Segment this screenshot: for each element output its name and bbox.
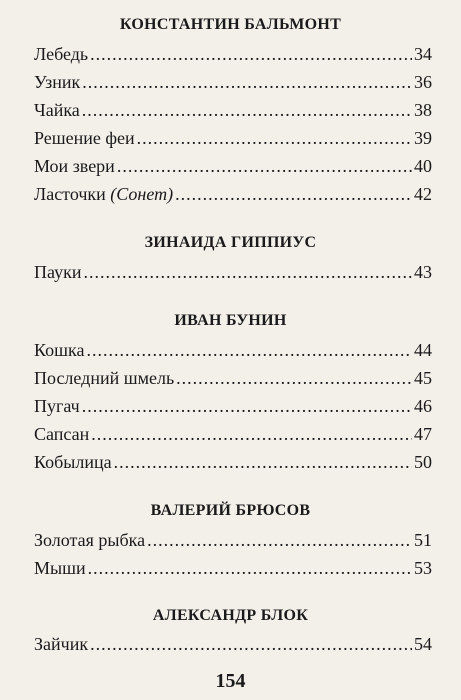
toc-entry bbox=[34, 156, 432, 178]
entry-title: Золотая рыбка bbox=[34, 530, 146, 550]
toc-entry bbox=[34, 184, 432, 206]
toc-entry bbox=[34, 368, 432, 390]
toc-entry bbox=[34, 72, 432, 94]
entry-title: Сапсан bbox=[34, 424, 90, 444]
entry-page: 53 bbox=[414, 558, 432, 578]
dot-leader bbox=[176, 368, 412, 389]
toc-entry bbox=[34, 396, 432, 418]
entry-page: 38 bbox=[414, 100, 432, 120]
entry-title: Последний шмель bbox=[34, 368, 175, 388]
toc-entry bbox=[34, 530, 432, 552]
author-heading: ВАЛЕРИЙ БРЮСОВ bbox=[150, 502, 311, 519]
toc-entry bbox=[34, 128, 432, 150]
toc-entry bbox=[34, 340, 432, 362]
entry-page: 45 bbox=[414, 368, 432, 388]
entry-title: Пугач bbox=[34, 396, 80, 416]
entry-title: Лебедь bbox=[34, 44, 89, 64]
entry-title: Пауки bbox=[34, 262, 82, 282]
entry-page: 42 bbox=[414, 184, 432, 204]
dot-leader bbox=[137, 128, 412, 149]
toc-entry bbox=[34, 424, 432, 446]
entry-subtitle: (Сонет) bbox=[110, 184, 174, 204]
page-number: 154 bbox=[215, 670, 246, 692]
dot-leader bbox=[175, 184, 412, 205]
entry-title: Чайка bbox=[34, 100, 80, 120]
entry-title: Зайчик bbox=[34, 634, 89, 654]
dot-leader bbox=[114, 452, 412, 473]
author-heading: ИВАН БУНИН bbox=[174, 312, 287, 329]
toc-entry bbox=[34, 634, 432, 656]
dot-leader bbox=[88, 558, 412, 579]
entry-page: 50 bbox=[414, 452, 432, 472]
dot-leader bbox=[91, 424, 412, 445]
dot-leader bbox=[90, 44, 412, 65]
entry-page: 39 bbox=[414, 128, 432, 148]
author-heading: АЛЕКСАНДР БЛОК bbox=[152, 607, 309, 624]
dot-leader bbox=[83, 262, 412, 283]
entry-page: 40 bbox=[414, 156, 432, 176]
dot-leader bbox=[147, 530, 412, 551]
toc-entry bbox=[34, 100, 432, 122]
dot-leader bbox=[82, 396, 412, 417]
entry-title bbox=[34, 184, 173, 205]
entry-page: 47 bbox=[414, 424, 432, 444]
dot-leader bbox=[82, 72, 412, 93]
author-heading: ЗИНАИДА ГИППИУС bbox=[144, 234, 317, 251]
entry-title: Узник bbox=[34, 72, 81, 92]
author-heading: КОНСТАНТИН БАЛЬМОНТ bbox=[119, 16, 342, 33]
entry-page: 44 bbox=[414, 340, 432, 360]
entry-title: Мои звери bbox=[34, 156, 115, 176]
entry-page: 54 bbox=[414, 634, 432, 654]
entry-title: Кошка bbox=[34, 340, 85, 360]
entry-page: 51 bbox=[414, 530, 432, 550]
toc-entry bbox=[34, 452, 432, 474]
toc-entry bbox=[34, 44, 432, 66]
entry-page: 46 bbox=[414, 396, 432, 416]
entry-page: 43 bbox=[414, 262, 432, 282]
dot-leader bbox=[82, 100, 412, 121]
toc-entry bbox=[34, 558, 432, 580]
dot-leader bbox=[86, 340, 412, 361]
entry-page: 36 bbox=[414, 72, 432, 92]
entry-title: Кобылица bbox=[34, 452, 112, 472]
dot-leader bbox=[117, 156, 412, 177]
dot-leader bbox=[90, 634, 412, 655]
toc-entry bbox=[34, 262, 432, 284]
entry-page: 34 bbox=[414, 44, 432, 64]
entry-title: Решение феи bbox=[34, 128, 135, 148]
entry-title-text: Ласточки bbox=[34, 184, 111, 204]
entry-title: Мыши bbox=[34, 558, 86, 578]
